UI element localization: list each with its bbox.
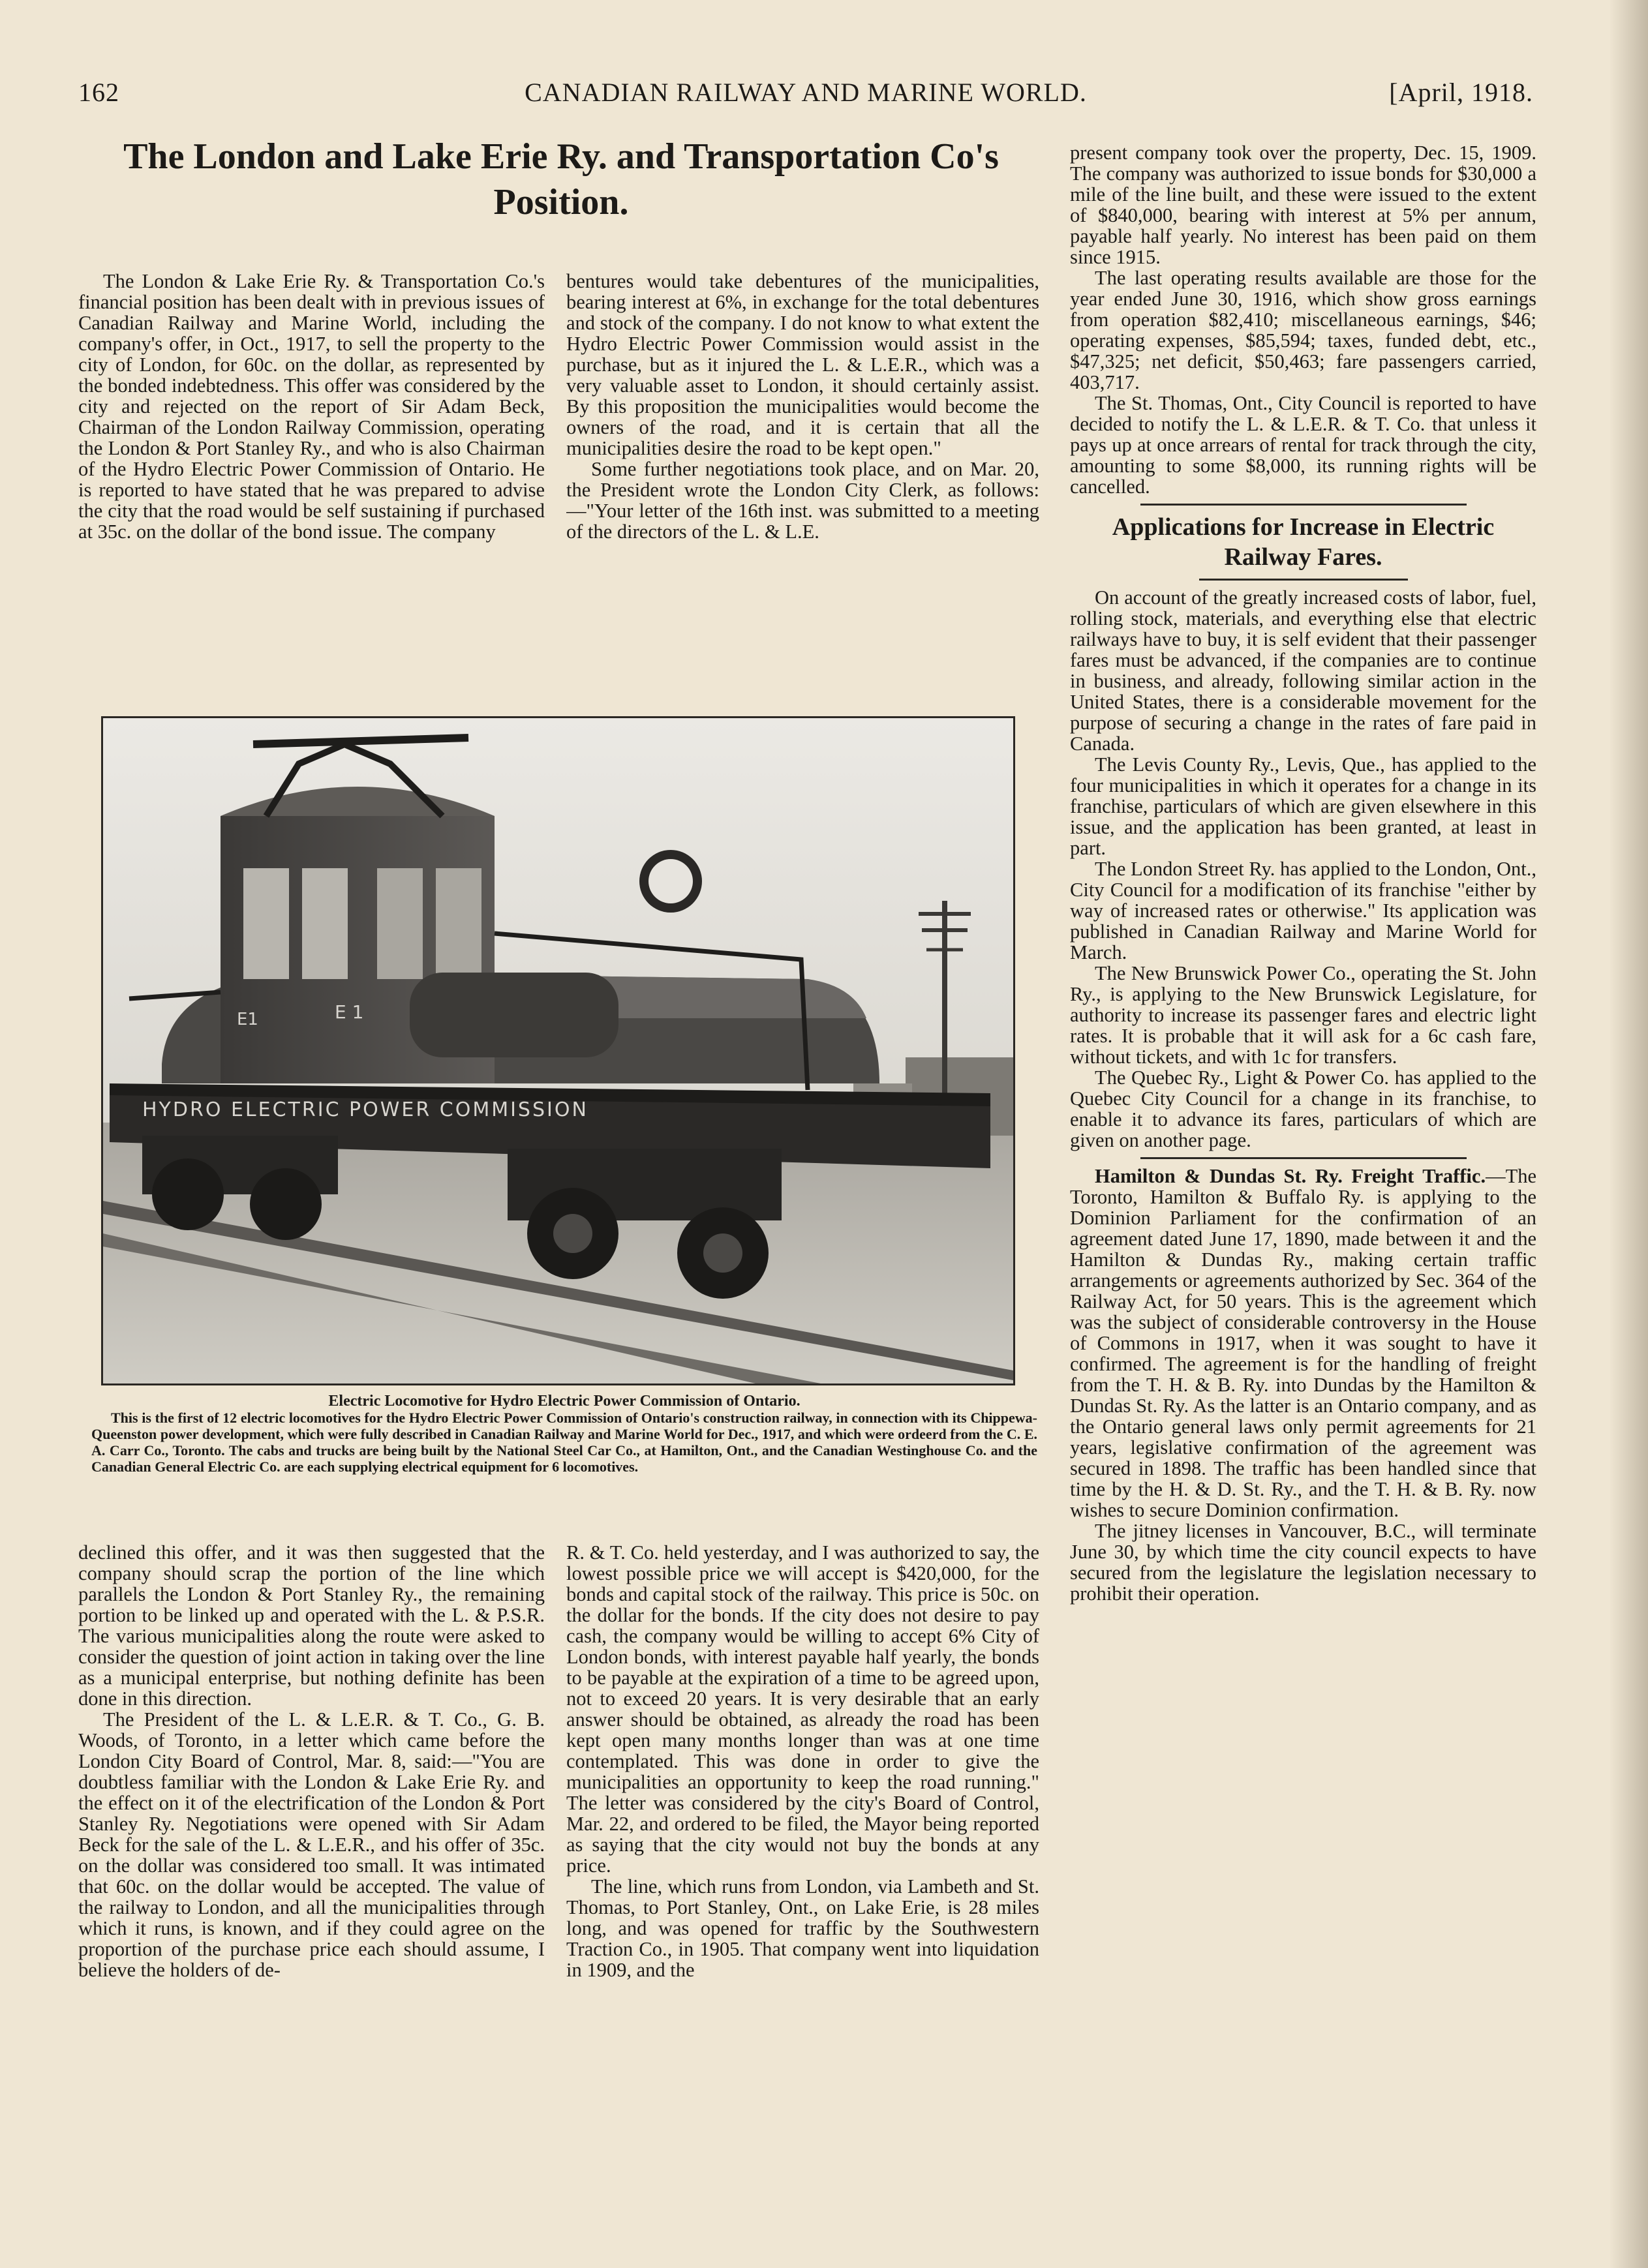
caption-body: This is the first of 12 electric locomotives for the Hydro Electric Power Commission of Ontario's construction railway, in connection with its Chippewa-Queenston power development, which were fully described in Canadian Railway and Marine World for Dec., 1917, and which were ordeerd from the C. E. A. Carr Co., Toronto. The cabs and trucks are being built by the National Steel Car Co., at Hamilton, Ont., and the Canadian Westinghouse Co. and the Canadian General Electric Co. are each supplying electrical equipment for 6 locomotives. — [91, 1410, 1037, 1475]
column-1-bottom — [78, 1542, 545, 2214]
paragraph: The St. Thomas, Ont., City Council is reported to have decided to notify the L. & L.E.R. & T. Co. that unless it pays up at once arrears of rental for track through the city, amounting to some $8,000, its running rights will be cancelled. — [1070, 392, 1536, 498]
paragraph: Some further negotiations took place, and on Mar. 20, the President wrote the London City Clerk, as follows:—"Your letter of the 16th inst. was submitted to a meeting of the directors of the L. & L.E. — [566, 458, 1039, 543]
column-3 — [1070, 142, 1536, 2210]
paragraph: The President of the L. & L.E.R. & T. Co., G. B. Woods, of Toronto, in a letter which came before the London City Board of Control, Mar. 8, said:—"You are doubtless familiar with the London & Lake Erie Ry. and the effect on it of the electrification of the London & Port Stanley Ry. Negotiations were opened with Sir Adam Beck for the sale of the L. & L.E.R., and his offer of 35c. on the dollar was considered too small. It was intimated that 60c. on the dollar would be accepted. The value of the railway to London, and all the municipalities through which it runs, is known, and if they could agree on the proportion of the purchase price each should assume, I believe the holders of de- — [78, 1708, 545, 1981]
paragraph: declined this offer, and it was then suggested that the company should scrap the portion of the line which parallels the London & Port Stanley Ry., the remaining portion to be linked up and operated with the L. & P.S.R. The various municipalities along the route were asked to consider the question of joint action in taking over the line as a municipal enterprise, but nothing definite has been done in this direction. — [78, 1542, 545, 1710]
paragraph: The jitney licenses in Vancouver, B.C., will terminate June 30, by which time the city council expects to have secured from the legislature the legislation necessary to prohibit their operation. — [1070, 1520, 1536, 1605]
paragraph: The last operating results available are those for the year ended June 30, 1916, which show gross earnings from operation $82,410; miscellaneous earnings, $46; operating expenses, $85,594; taxes, funded debt, etc., $47,325; net deficit, $50,463; fare passengers carried, 403,717. — [1070, 267, 1536, 393]
paragraph: The line, which runs from London, via Lambeth and St. Thomas, to Port Stanley, Ont., on Lake Erie, is 28 miles long, and was opened for traffic by the Southwestern Traction Co., in 1905. That company went into liquidation in 1909, and the — [566, 1875, 1039, 1981]
photo-caption — [91, 1393, 1037, 1475]
fares-article-title: Applications for Increase in Electric Railway Fares. — [1112, 513, 1495, 571]
running-header — [78, 77, 1533, 116]
hamilton-lead: Hamilton & Dundas St. Ry. Freight Traffic. — [1095, 1165, 1486, 1187]
cab-number-left: E1 — [237, 1010, 258, 1029]
article-title: The London and Lake Erie Ry. and Transportation Co's Position. — [123, 136, 999, 222]
publication-title: CANADIAN RAILWAY AND MARINE WORLD. — [525, 78, 1087, 107]
paragraph: The London & Lake Erie Ry. & Transportation Co.'s financial position has been dealt with in previous issues of Canadian Railway and Marine World, including the company's offer, in Oct., 1917, to sell the property to the city of London, for 60c. on the dollar, as represented by the bonded indebtedness. This offer was considered by the city and rejected on the report of Sir Adam Beck, Chairman of the London Railway Commission, operating the London & Port Stanley Ry., and who is also Chairman of the Hydro Electric Power Commission of Ontario. He is reported to have stated that he was prepared to advise the city that the road would be self sustaining if purchased at 35c. on the dollar of the bond issue. The company — [78, 271, 545, 543]
paragraph: R. & T. Co. held yesterday, and I was authorized to say, the lowest possible price we will accept is $420,000, for the bonds and capital stock of the railway. This price is 50c. on the dollar for the bonds. If the city does not desire to pay cash, the company would be willing to accept 6% City of London bonds, with interest payable half yearly, the bonds to be payable at the expiration of a time to be agreed upon, not to exceed 20 years. It is very desirable that an early answer should be obtained, as already the road has been kept open many months longer than was at one time contemplated. This was done in order to give the municipalities an opportunity to keep the road running." The letter was considered by the city's Board of Control, Mar. 22, and ordered to be filed, the Mayor being reported as saying that the city would not buy the bonds at any price. — [566, 1542, 1039, 1877]
locomotive-illustration — [103, 718, 1013, 1383]
page-number: 162 — [78, 78, 119, 107]
divider — [1140, 504, 1467, 506]
hamilton-body: —The Toronto, Hamilton & Buffalo Ry. is applying to the Dominion Parliament for the confirmation of an agreement dated June 17, 1890, made between it and the Hamilton & Dundas Ry., making certain traffic arrangements or agreements authorized by Sec. 364 of the Railway Act, for 50 years. This is the agreement which was the subject of considerable controversy in the House of Commons in 1917, when it was sought to have it confirmed. The agreement is for the handling of freight from the T. H. & B. Ry. into Dundas by the Hamilton & Dundas St. Ry. As the latter is an Ontario company, and as the Ontario general laws only permit agreements for 21 years, legislative confirmation of the agreement was secured in 1898. The traffic has been handled since that time by the H. & D. St. Ry., and the T. H. & B. Ry. now wishes to secure Dominion confirmation. — [1070, 1165, 1536, 1521]
cab-number-right: E 1 — [335, 1001, 364, 1023]
paragraph: bentures would take debentures of the municipalities, bearing interest at 6%, in exchange for the total debentures and stock of the company. I do not know to what extent the Hydro Electric Power Commission would assist in the purchase, but as it injured the L. & L.E.R., which was a very valuable asset to London, it should certainly assist. By this proposition the municipalities would become the owners of the road, and it is certain that all the municipalities desire the road to be kept open." — [566, 271, 1039, 459]
column-1-top — [78, 271, 545, 688]
paragraph: The Quebec Ry., Light & Power Co. has applied to the Quebec City Council for a change in its franchise, to enable it to advance its fares, particulars of which are given on another page. — [1070, 1066, 1536, 1151]
side-lettering: HYDRO ELECTRIC POWER COMMISSION — [142, 1098, 588, 1121]
divider — [1199, 579, 1408, 581]
paragraph: The New Brunswick Power Co., operating the St. John Ry., is applying to the New Brunswick Legislature, for authority to increase its passenger fares and electric light rates. It is probable that it will ask for a 6c cash fare, without tickets, and with 1c for transfers. — [1070, 962, 1536, 1068]
paragraph: The London Street Ry. has applied to the London, Ont., City Council for a modification of its franchise "either by way of increased rates or otherwise." Its application was published in Canadian Railway and Marine World for March. — [1070, 858, 1536, 963]
locomotive-photo — [101, 716, 1015, 1385]
paragraph — [1070, 1166, 1536, 1520]
column-2-bottom — [566, 1542, 1039, 2214]
paragraph: On account of the greatly increased costs of labor, fuel, rolling stock, materials, and everything else that electric railways have to buy, it is self evident that their passenger fares must be advanced, if the companies are to continue in business, and already, following similar action in the United States, there is a considerable movement for the purpose of securing a change in the rates of fare paid in Canada. — [1070, 586, 1536, 755]
column-2-top — [566, 271, 1039, 688]
paragraph: The Levis County Ry., Levis, Que., has applied to the four municipalities in which it operates for a change in its franchise, particulars of which are given elsewhere in this issue, and the application has been granted, at least in part. — [1070, 753, 1536, 859]
caption-title: Electric Locomotive for Hydro Electric Power Commission of Ontario. — [328, 1393, 801, 1410]
divider — [1140, 1157, 1467, 1159]
paragraph: present company took over the property, Dec. 15, 1909. The company was authorized to issue bonds for $30,000 a mile of the line built, and these were issued to the extent of $840,000, bearing with interest at 5% per annum, payable half yearly. No interest has been paid on them since 1915. — [1070, 142, 1536, 268]
issue-date: [April, 1918. — [1389, 78, 1533, 107]
